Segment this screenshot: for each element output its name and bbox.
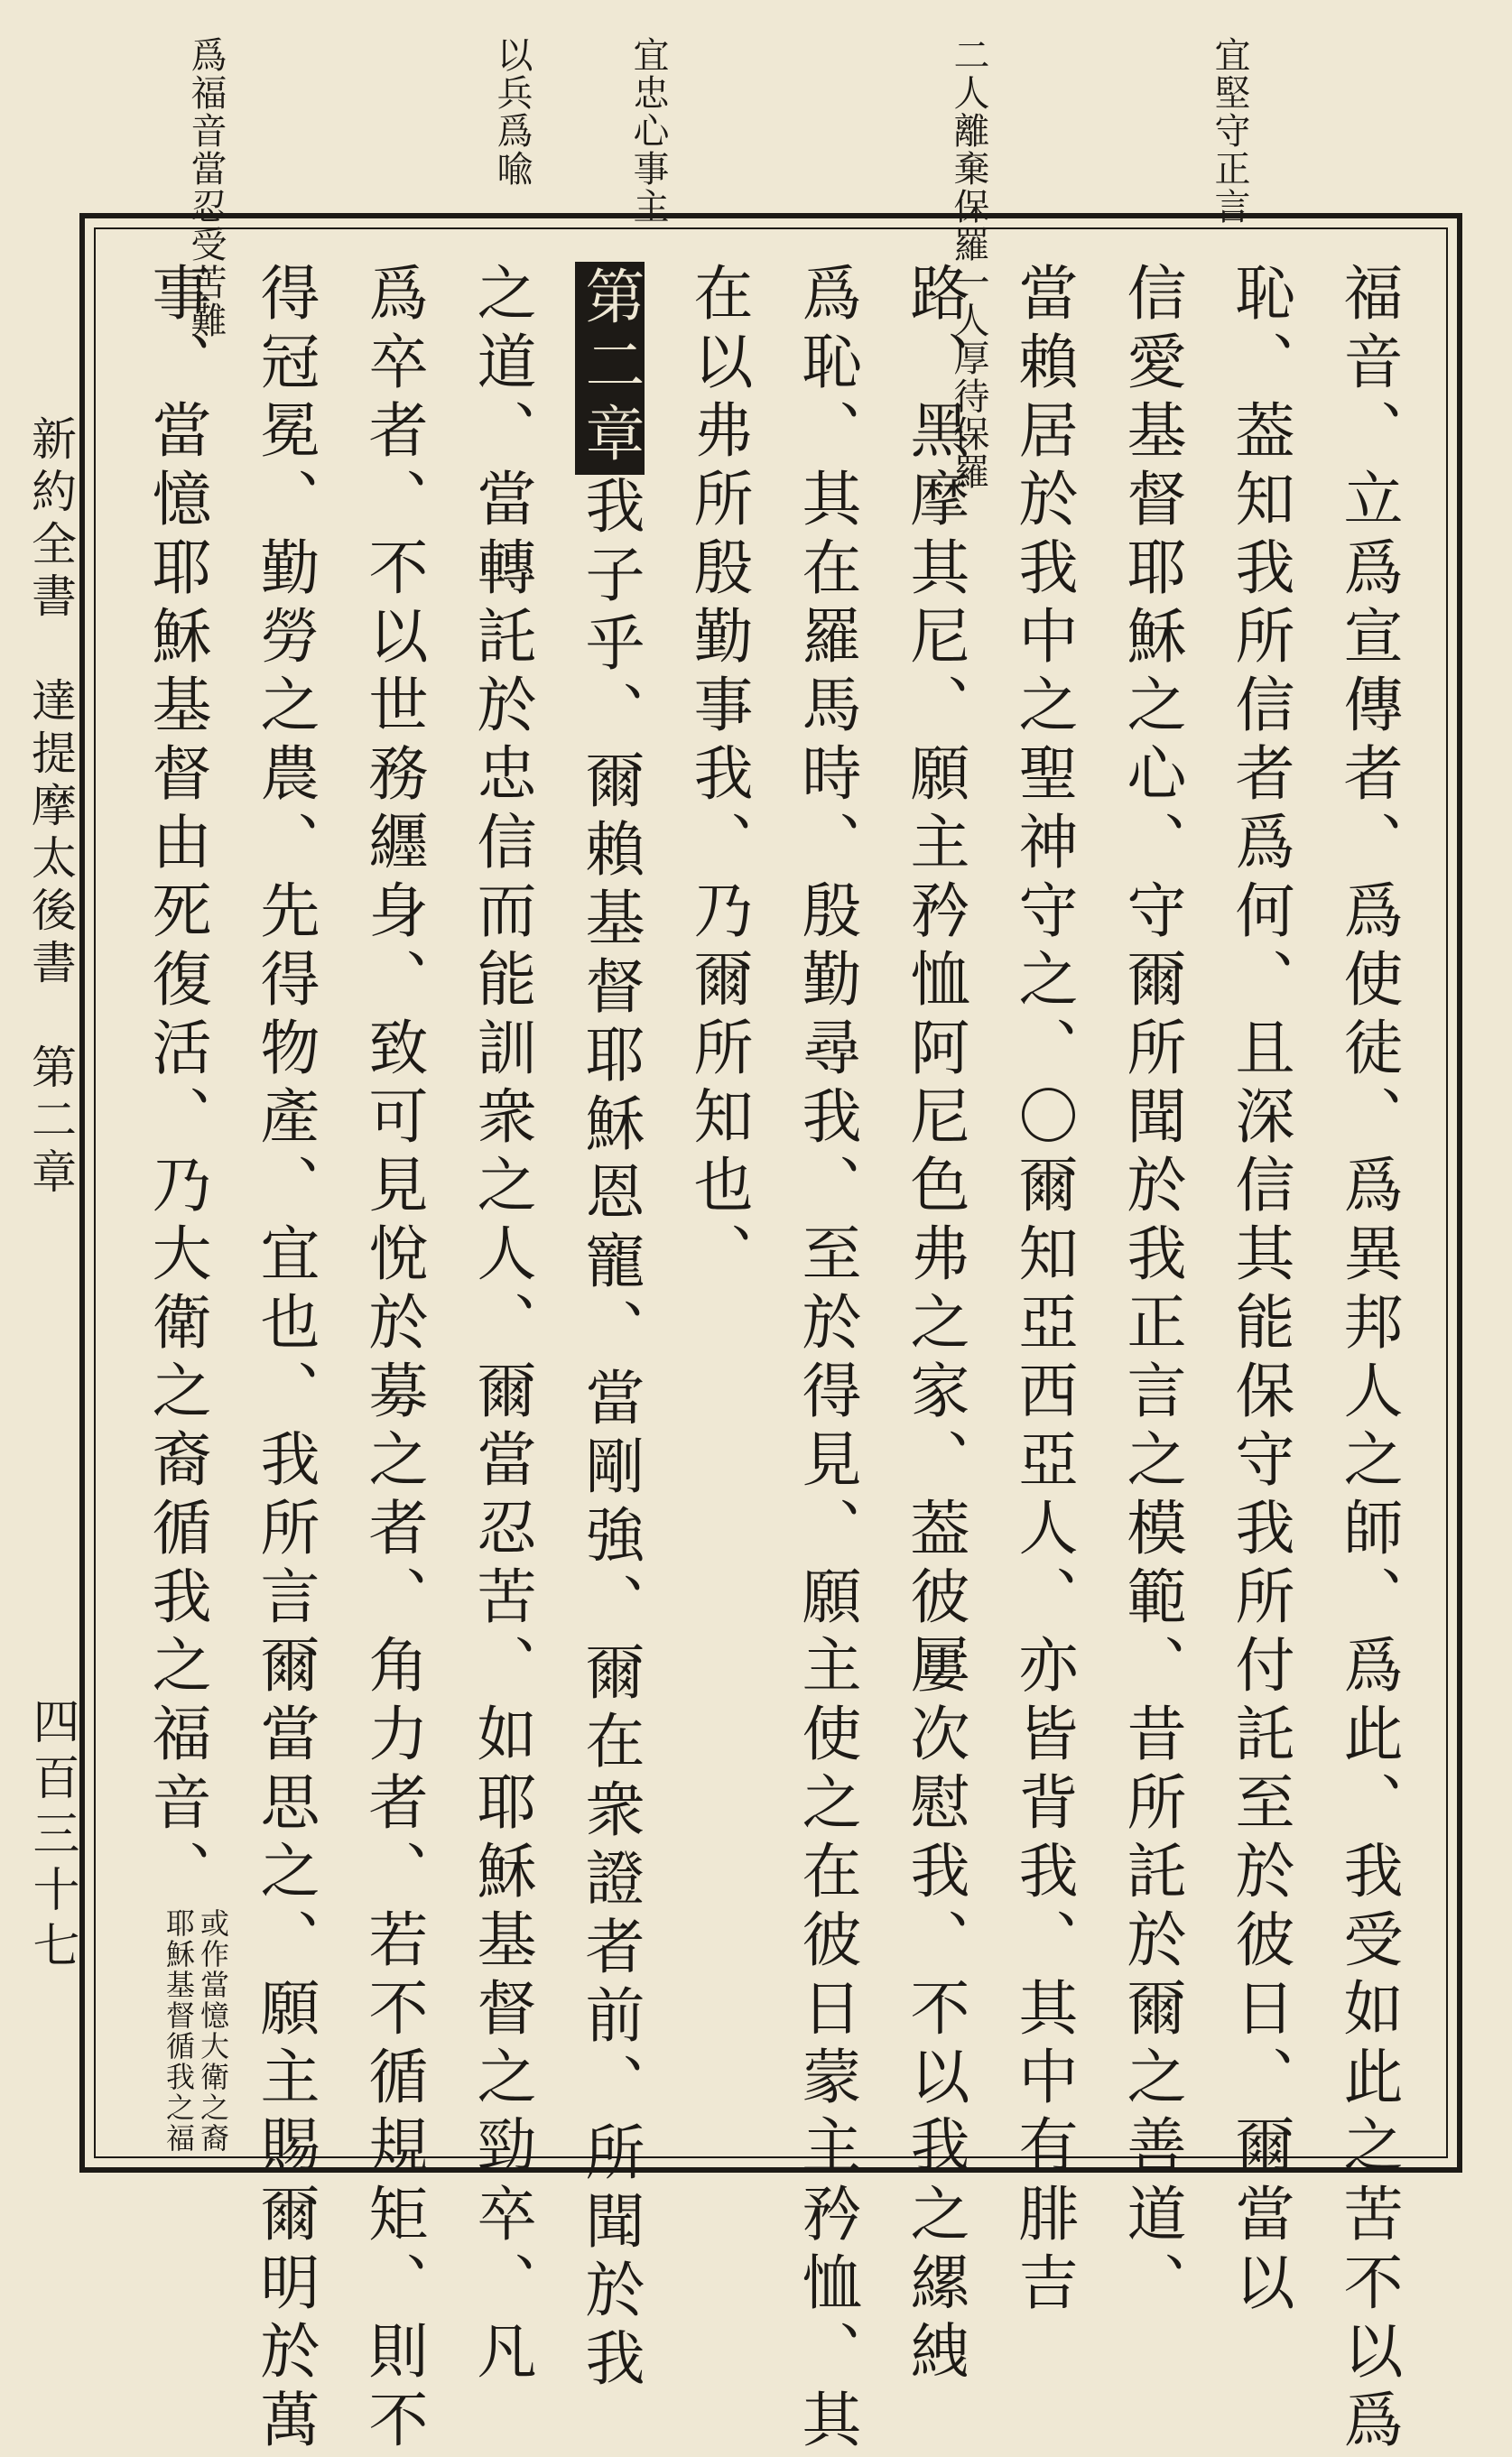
text-column-1: 福音、立爲宣傳者、爲使徒、爲異邦人之師、爲此、我受如此之苦不以爲 [1333,262,1403,2457]
text-column-5: 路、黑摩其尼、願主矜恤阿尼色弗之家、葢彼屢次慰我、不以我之縲絏 [900,262,969,2388]
margin-note-soldier-metaphor: 以兵爲喩 [491,36,533,188]
margin-note-endure-hardship: 爲福音當忍受苦難 [185,36,227,339]
margin-note-two-forsook-text: 二人離棄保羅一人厚待保羅 [948,36,989,491]
text-column-9: 之道、當轉託於忠信而能訓衆之人、爾當忍苦、如耶穌基督之勁卒、凡 [467,262,536,2388]
page-number: 四百三十七 [24,1697,79,1977]
margin-note-keep-sound-words: 宜堅守正言 [1209,36,1250,226]
margin-note-serve-faithfully: 宜忠心事主 [627,36,669,226]
margin-note-two-forsook [862,36,989,491]
text-column-6: 爲恥、其在羅馬時、殷勤尋我、至於得見、願主使之在彼日蒙主矜恤、其 [792,262,861,2457]
text-column-12-body: 事、當憶耶穌基督由死復活、乃大衛之裔循我之福音、 [142,262,211,1908]
footnote-line-1: 或作當憶大衛之裔 [196,1908,230,2154]
text-column-3: 信愛基督耶穌之心、守爾所聞於我正言之模範、昔所託於爾之善道、 [1117,262,1186,2320]
text-column-2: 恥、葢知我所信者爲何、且深信其能保守我所付託至於彼日、爾當以 [1225,262,1294,2320]
text-column-8-body: 我子乎、爾賴基督耶穌恩寵、當剛強、爾在衆證者前、所聞於我 [575,475,645,2396]
text-column-12 [122,262,230,2154]
text-column-11: 得冠冕、勤勞之農、先得物產、宜也、我所言爾當思之、願主賜爾明於萬 [250,262,320,2457]
footnote-line-2: 耶穌基督循我之福 [162,1908,196,2154]
text-column-8 [555,262,663,2396]
running-head: 新約全書 達提摩太後書 第二章 [24,415,77,1201]
text-column-7: 在以弗所殷勤事我、乃爾所知也、 [683,262,753,1291]
chapter-marker: 第二章 [575,262,645,475]
text-column-4: 當賴居於我中之聖神守之、〇爾知亞西亞人、亦皆背我、其中有腓吉 [1008,262,1078,2320]
footnote-variant-reading [162,1908,230,2154]
text-column-10: 爲卒者、不以世務纒身、致可見悅於募之者、角力者、若不循規矩、則不 [358,262,428,2457]
